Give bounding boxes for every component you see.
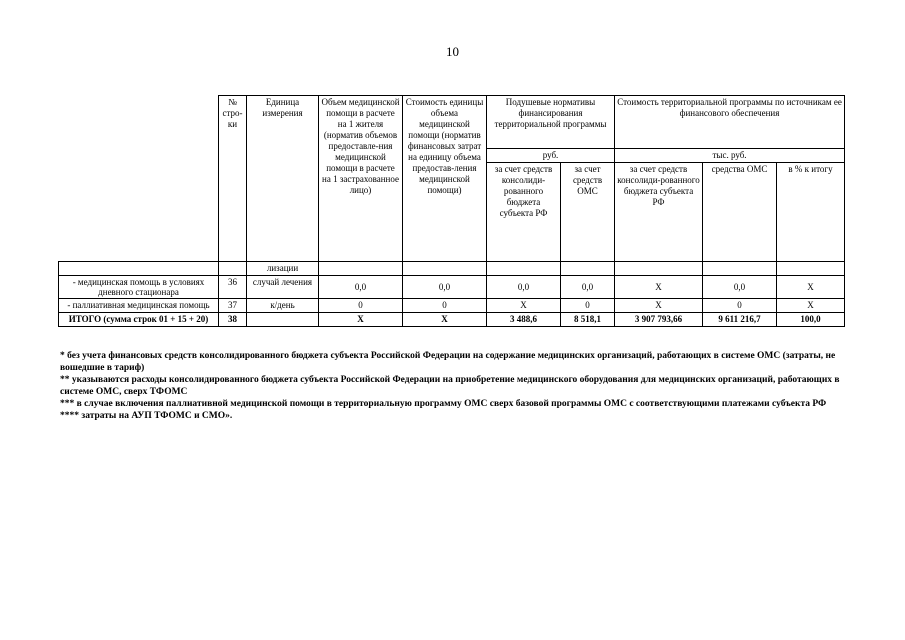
header-cost-total-unit: тыс. руб. <box>615 149 845 163</box>
row-label: - медицинская помощь в условиях дневного стационара <box>59 276 219 299</box>
header-per-capita: Подушевые нормативы финансирования территориальной программы <box>487 96 615 149</box>
row-unit: случай лечения <box>247 276 319 299</box>
table-row <box>59 276 845 299</box>
row-number: 37 <box>219 299 247 313</box>
footnote: * без учета финансовых средств консолидированного бюджета субъекта Российской Федерации на содержание медицинских организаций, работающих в системе ОМС (затраты, не вошедшие в тариф) <box>60 351 836 373</box>
header-per-capita-oms: за счет средств ОМС <box>561 163 615 262</box>
row-cost: 0 <box>403 299 487 313</box>
header-per-capita-budget: за счет средств консолиди-рованного бюджета субъекта РФ <box>487 163 561 262</box>
total-unit <box>247 313 319 327</box>
financing-table <box>58 95 845 327</box>
header-cost-budget: за счет средств консолиди-рованного бюджета субъекта РФ <box>615 163 703 262</box>
total-cost-percent: 100,0 <box>777 313 845 327</box>
header-unit: Единица измерения <box>247 96 319 262</box>
continuation-cell <box>703 262 777 276</box>
continuation-cell <box>319 262 403 276</box>
header-row-no: № стро-ки <box>219 96 247 262</box>
header-volume: Объем медицинской помощи в расчете на 1 жителя (норматив объемов предоставле-ния медицинской помощи в расчете на 1 застрахованное лицо) <box>319 96 403 262</box>
total-label: ИТОГО (сумма строк 01 + 15 + 20) <box>59 313 219 327</box>
continuation-row <box>59 262 845 276</box>
row-cost-budget: Х <box>615 276 703 299</box>
total-cost: Х <box>403 313 487 327</box>
row-cost: 0,0 <box>403 276 487 299</box>
total-cost-budget: 3 907 793,66 <box>615 313 703 327</box>
continuation-cell <box>59 262 219 276</box>
header-cost-oms: средства ОМС <box>703 163 777 262</box>
total-cost-oms: 9 611 216,7 <box>703 313 777 327</box>
row-cost-oms: 0,0 <box>703 276 777 299</box>
continuation-cell <box>403 262 487 276</box>
header-blank-cell <box>59 96 219 262</box>
total-per-capita-oms: 8 518,1 <box>561 313 615 327</box>
continuation-text: лизации <box>247 262 319 276</box>
row-volume: 0 <box>319 299 403 313</box>
row-cost-percent: Х <box>777 276 845 299</box>
footnote: ** указываются расходы консолидированного бюджета субъекта Российской Федерации на приобретение медицинского оборудования для медицинских организаций, работающих в системе ОМС, сверх ТФОМС <box>60 375 840 397</box>
row-label: - паллиативная медицинская помощь <box>59 299 219 313</box>
page-number: 10 <box>446 44 459 59</box>
row-number: 36 <box>219 276 247 299</box>
header-cost: Стоимость единицы объема медицинской помощи (норматив финансовых затрат на единицу объема предостав-ления медицинской помощи) <box>403 96 487 262</box>
header-row-1 <box>59 96 845 149</box>
header-per-capita-unit: руб. <box>487 149 615 163</box>
total-number: 38 <box>219 313 247 327</box>
row-per-capita-budget: Х <box>487 299 561 313</box>
total-per-capita-budget: 3 488,6 <box>487 313 561 327</box>
header-cost-total: Стоимость территориальной программы по источникам ее финансового обеспечения <box>615 96 845 149</box>
footnotes <box>60 350 850 422</box>
row-per-capita-budget: 0,0 <box>487 276 561 299</box>
continuation-cell <box>219 262 247 276</box>
header-cost-percent: в % к итогу <box>777 163 845 262</box>
row-cost-budget: Х <box>615 299 703 313</box>
total-row <box>59 313 845 327</box>
row-volume: 0,0 <box>319 276 403 299</box>
row-cost-percent: Х <box>777 299 845 313</box>
continuation-cell <box>777 262 845 276</box>
row-per-capita-oms: 0,0 <box>561 276 615 299</box>
table-row <box>59 299 845 313</box>
row-unit: к/день <box>247 299 319 313</box>
continuation-cell <box>615 262 703 276</box>
row-per-capita-oms: 0 <box>561 299 615 313</box>
footnote: **** затраты на АУП ТФОМС и СМО». <box>60 411 233 421</box>
row-cost-oms: 0 <box>703 299 777 313</box>
continuation-cell <box>487 262 561 276</box>
total-volume: Х <box>319 313 403 327</box>
continuation-cell <box>561 262 615 276</box>
footnote: *** в случае включения паллиативной медицинской помощи в территориальную программу ОМС сверх базовой программы ОМС с соответствующими платежами субъекта РФ <box>60 399 827 409</box>
